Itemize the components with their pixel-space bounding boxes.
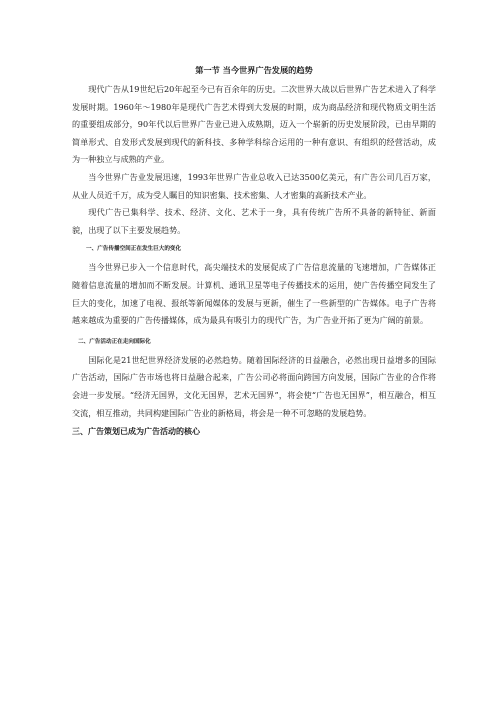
document-page bbox=[72, 60, 436, 439]
intro-paragraph-3: 现代广告已集科学、技术、经济、文化、艺术于一身，具有传统广告所不具备的新特征、新面貌，出现了以下主要发展趋势。 bbox=[72, 207, 436, 235]
intro-paragraph-1: 现代广告从19世纪后20年起至今已有百余年的历史。二次世界大战以后世界广告艺术进入了科学发展时期。1960年～1980年是现代广告艺术得到大发展的时期，成为商品经济和现代物质文明生活的重要组成部分，90年代以后世界广告业已进入成熟期，迈入一个崭新的历史发展阶段，已由早期的简单形式、自发形式发展到现代的新科技、多种学科综合运用的一种有意识、有组织的经营活动，成为一种独立与成熟的产业。 bbox=[72, 84, 436, 165]
section-title: 第一节 当今世界广告发展的趋势 bbox=[195, 65, 313, 75]
section-1-heading: 一、广告传播空间正在发生巨大的变化 bbox=[86, 246, 182, 253]
section-1-paragraph: 当今世界已步入一个信息时代，高尖端技术的发展促成了广告信息流量的飞速增加，广告媒体正随着信息流量的增加而不断发展。计算机、通讯卫星等电子传播技术的运用，使广告传播空间发生了巨大的变化，加速了电视、报纸等新闻媒体的发展与更新，催生了一些新型的广告媒体。电子广告将越来越成为重要的广告传播媒体，成为最具有吸引力的现代广告，为广告业开拓了更为广阔的前景。 bbox=[72, 262, 436, 326]
section-2-heading: 二、广告活动正在走向国际化 bbox=[78, 338, 151, 345]
section-3-heading: 三、广告策划已成为广告活动的核心 bbox=[72, 427, 200, 437]
section-2-paragraph: 国际化是21世纪世界经济发展的必然趋势。随着国际经济的日益融合，必然出现日益增多的国际广告活动，国际广告市场也将日益融合起来，广告公司必将面向跨国方向发展，国际广告业的合作将会进一步发展。“经济无国界，文化无国界，艺术无国界”，将会使“广告也无国界”，相互融合，相互交流，相互推动，共同构建国际广告业的新格局，将会是一种不可忽略的发展趋势。 bbox=[72, 354, 436, 418]
intro-paragraph-2: 当今世界广告业发展迅速，1993年世界广告业总收入已达3500亿美元，有广告公司几百万家，从业人员近千万，成为受人瞩目的知识密集、技术密集、人才密集的高新技术产业。 bbox=[72, 171, 436, 200]
